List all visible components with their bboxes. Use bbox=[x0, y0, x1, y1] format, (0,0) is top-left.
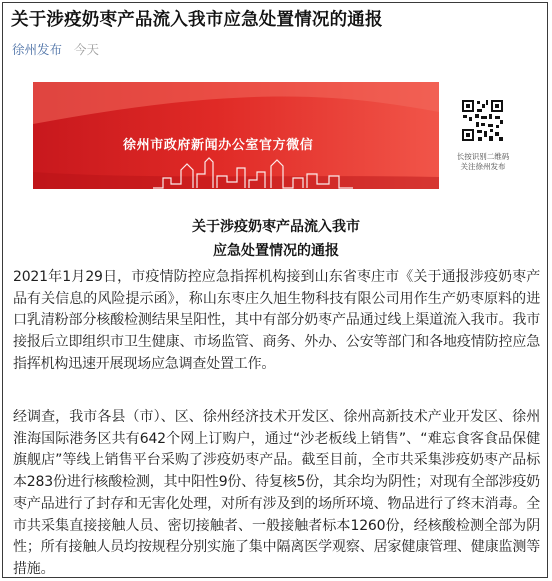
article-title-line-1: 关于涉疫奶枣产品流入我市 bbox=[192, 219, 360, 235]
article-page bbox=[2, 2, 548, 578]
article-title-line-2: 应急处置情况的通报 bbox=[213, 243, 339, 259]
banner-slogan: 徐州市政府新闻办公室官方微信 bbox=[123, 138, 314, 153]
qr-code-icon[interactable] bbox=[460, 98, 505, 143]
paragraph-1: 2021年1月29日，市疫情防控应急指挥机构接到山东省枣庄市《关于通报涉疫奶枣产品有关信息的风险提示函》，称山东枣庄久旭生物科技有限公司用作生产奶枣原料的进口乳清粉部分核酸检测结果呈阳性，其中有部分奶枣产品通过线上渠道流入我市。我市接报后立即组织市卫生健康、市场监管、商务、外办、公安等部门和各地疫情防控应急指挥机构迅速开展现场应急调查处置工作。 bbox=[13, 269, 540, 372]
paragraph-2: 经调查，我市各县（市）、区、徐州经济技术开发区、徐州高新技术产业开发区、徐州淮海国际港务区共有642个网上订购户，通过“沙老板线上销售”、“难忘食客食品保健旗舰店”等线上销售平台采购了涉疫奶枣产品。截至目前，全市共采集涉疫奶枣产品标本283份进行核酸检测，其中阳性9份、待复核5份，其余均为阴性；对现有全部涉疫奶枣产品进行了封存和无害化处理，对所有涉及到的场所环境、物品进行了终末消毒。全市共采集直接接触人员、密切接触者、一般接触者标本1260份，经核酸检测全部为阴性；所有接触人员均按规程分别实施了集中隔离医学观察、居家健康管理、健康监测等措施。 bbox=[13, 409, 540, 577]
header-banner-image bbox=[33, 82, 523, 189]
city-skyline-icon bbox=[153, 154, 353, 189]
qr-caption: 长按识别二维码 关注徐州发布 bbox=[456, 152, 510, 171]
article-meta bbox=[12, 40, 99, 58]
author-link[interactable]: 徐州发布 bbox=[12, 42, 63, 57]
publish-date: 今天 bbox=[74, 42, 100, 57]
page-title: 关于涉疫奶枣产品流入我市应急处置情况的通报 bbox=[11, 10, 383, 30]
